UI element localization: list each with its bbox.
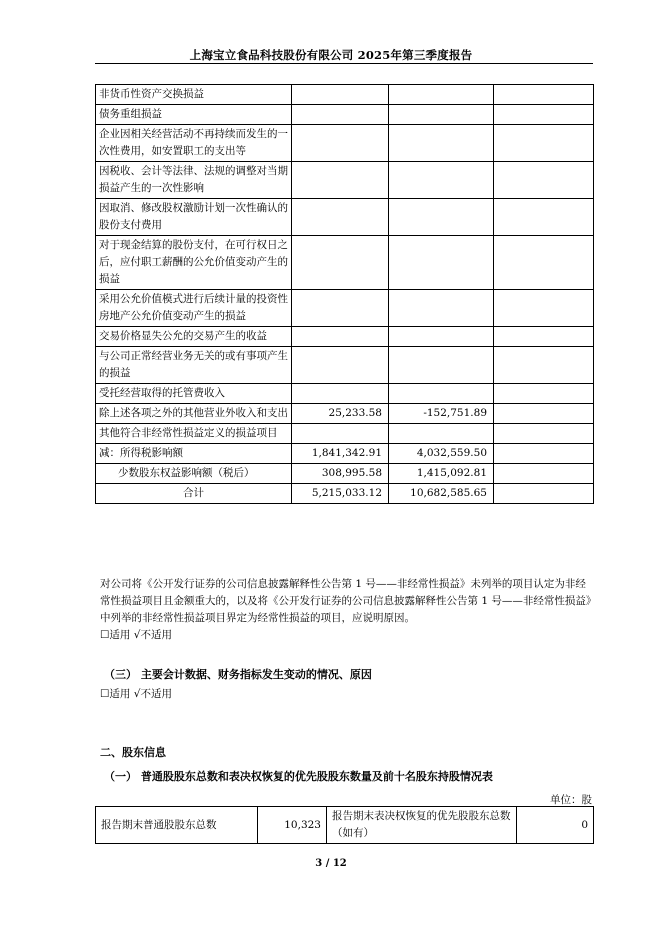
table-row [96, 384, 594, 404]
cell-value [389, 162, 494, 199]
cell-value [292, 424, 389, 444]
cell-value [389, 236, 494, 290]
cell-value [389, 105, 494, 125]
row-item: 企业因相关经营活动不再持续而发生的一次性费用，如安置职工的支出等 [96, 125, 292, 162]
table-row [96, 199, 594, 236]
cell-value: -152,751.89 [389, 404, 494, 424]
cell-value [494, 484, 594, 504]
cell-value [494, 404, 594, 424]
cell-label: 报告期末表决权恢复的优先股股东总数（如有） [327, 807, 517, 844]
row-item: 对于现金结算的股份支付，在可行权日之后，应付职工薪酬的公允价值变动产生的损益 [96, 236, 292, 290]
table-row [96, 105, 594, 125]
cell-value [292, 125, 389, 162]
cell-label: 报告期末普通股股东总数 [96, 807, 258, 844]
non-recurring-gains-table [95, 84, 594, 504]
table-row [96, 290, 594, 327]
table-row [96, 807, 594, 844]
section-heading: 二、股东信息 [100, 746, 166, 759]
cell-value: 5,215,033.12 [292, 484, 389, 504]
cell-value [292, 85, 389, 105]
header-divider [95, 63, 593, 64]
shareholder-summary-table [95, 806, 594, 844]
cell-value [292, 199, 389, 236]
row-item: 债务重组损益 [96, 105, 292, 125]
cell-value [494, 444, 594, 464]
explanation-note: 对公司将《公开发行证券的公司信息披露解释性公告第 1 号——非经常性损益》未列举的项目认定为非经常性损益项目且金额重大的，以及将《公开发行证券的公司信息披露解释性公告第 1 号——非经常性损益》中列举的非经常性损益项目界定为经常性损益的项目，应说明原因。 [100, 578, 592, 624]
cell-value [389, 327, 494, 347]
cell-value [389, 384, 494, 404]
row-item: 除上述各项之外的其他营业外收入和支出 [96, 404, 292, 424]
cell-value: 4,032,559.50 [389, 444, 494, 464]
row-item: 与公司正常经营业务无关的或有事项产生的损益 [96, 347, 292, 384]
row-item: 减：所得税影响额 [96, 444, 292, 464]
cell-value [292, 105, 389, 125]
page-header-title: 上海宝立食品科技股份有限公司 2025年第三季度报告 [189, 48, 473, 62]
cell-value [494, 105, 594, 125]
table-row [96, 327, 594, 347]
section-heading: （三） 主要会计数据、财务指标发生变动的情况、原因 [104, 668, 372, 681]
cell-value: 1,415,092.81 [389, 464, 494, 484]
table-row [96, 424, 594, 444]
cell-value: 308,995.58 [292, 464, 389, 484]
cell-value: 10,682,585.65 [389, 484, 494, 504]
cell-value [494, 199, 594, 236]
cell-value [292, 236, 389, 290]
table-row [96, 464, 594, 484]
row-item: 其他符合非经常性损益定义的损益项目 [96, 424, 292, 444]
cell-value [292, 347, 389, 384]
cell-value: 0 [517, 807, 594, 844]
cell-value [494, 162, 594, 199]
cell-value [494, 424, 594, 444]
row-item: 因取消、修改股权激励计划一次性确认的股份支付费用 [96, 199, 292, 236]
cell-value: 1,841,342.91 [292, 444, 389, 464]
cell-value [389, 424, 494, 444]
row-item: 合计 [96, 484, 292, 504]
row-item: 受托经营取得的托管费收入 [96, 384, 292, 404]
row-item: 非货币性资产交换损益 [96, 85, 292, 105]
row-item: 采用公允价值模式进行后续计量的投资性房地产公允价值变动产生的损益 [96, 290, 292, 327]
page-number: 3 / 12 [315, 858, 347, 869]
cell-value [389, 199, 494, 236]
cell-value [292, 162, 389, 199]
row-item: 交易价格显失公允的交易产生的收益 [96, 327, 292, 347]
table-row [96, 404, 594, 424]
table-row [96, 162, 594, 199]
row-item: 少数股东权益影响额（税后） [96, 464, 292, 484]
cell-value [389, 290, 494, 327]
cell-value [389, 85, 494, 105]
cell-value [389, 347, 494, 384]
table-row [96, 347, 594, 384]
cell-value: 25,233.58 [292, 404, 389, 424]
applicable-checkbox-line: ☐适用 √不适用 [100, 688, 172, 700]
table-row [96, 444, 594, 464]
table-row [96, 85, 594, 105]
cell-value: 10,323 [258, 807, 327, 844]
cell-value [389, 125, 494, 162]
cell-value [494, 290, 594, 327]
cell-value [494, 125, 594, 162]
table-row-total [96, 484, 594, 504]
cell-value [292, 384, 389, 404]
cell-value [494, 347, 594, 384]
section-heading: （一） 普通股股东总数和表决权恢复的优先股股东数量及前十名股东持股情况表 [104, 770, 493, 783]
cell-value [494, 85, 594, 105]
table-row [96, 125, 594, 162]
cell-value [292, 290, 389, 327]
cell-value [494, 236, 594, 290]
unit-label: 单位：股 [550, 794, 592, 806]
applicable-checkbox-line: ☐适用 √不适用 [100, 629, 172, 641]
cell-value [292, 327, 389, 347]
row-item: 因税收、会计等法律、法规的调整对当期损益产生的一次性影响 [96, 162, 292, 199]
cell-value [494, 384, 594, 404]
cell-value [494, 464, 594, 484]
table-row [96, 236, 594, 290]
cell-value [494, 327, 594, 347]
